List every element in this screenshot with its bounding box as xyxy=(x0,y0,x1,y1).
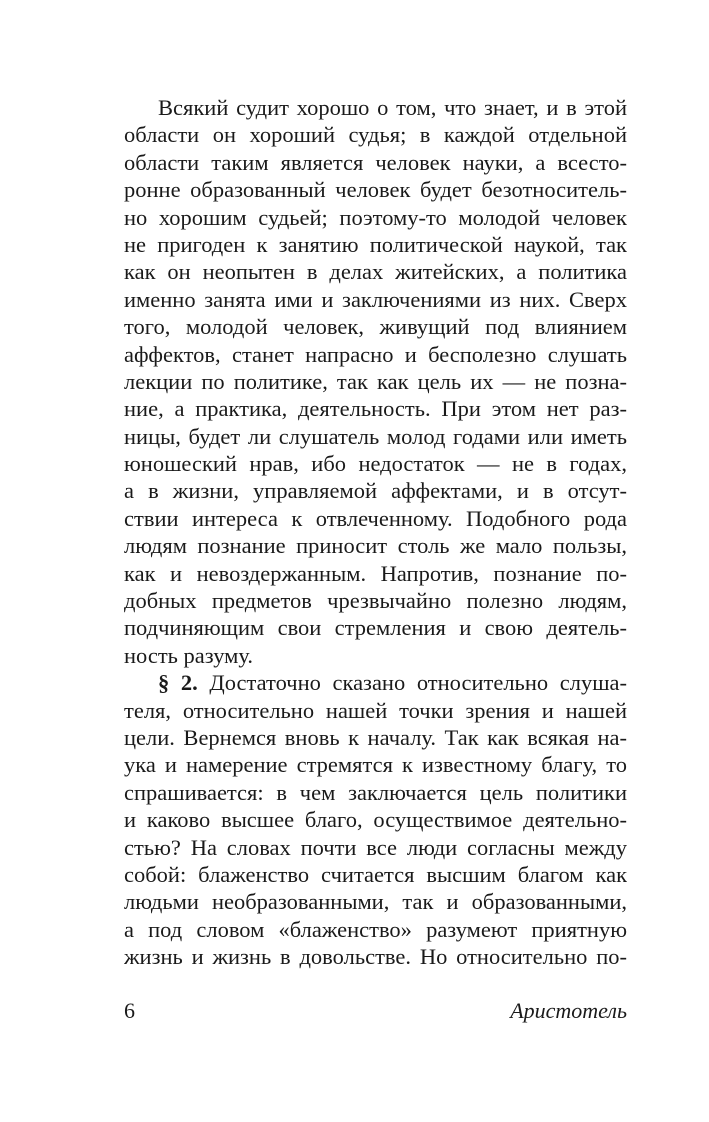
text-line: ницы, будет ли слушатель молод годами или иметь xyxy=(124,423,627,449)
text-line: добных предметов чрезвычайно полезно людям, xyxy=(124,588,627,614)
text-line: теля, относительно нашей точки зрения и нашей xyxy=(124,697,627,723)
section-mark: § 2. xyxy=(158,670,198,696)
page-footer xyxy=(124,997,627,1025)
text-line: собой: блаженство считается высшим благом как xyxy=(124,861,627,887)
text-line: а под словом «блаженство» разумеют приятную xyxy=(124,916,627,942)
text-line: ние, а практика, деятельность. При этом нет раз- xyxy=(124,396,627,422)
text-line: того, молодой человек, живущий под влиянием xyxy=(124,314,627,340)
body-text xyxy=(124,94,627,971)
text-line: людям познание приносит столь же мало пользы, xyxy=(124,533,627,559)
section-first-line-text: Достаточно сказано относительно слуша- xyxy=(197,670,627,696)
text-line: ука и намерение стремятся к известному благу, то xyxy=(124,752,627,778)
text-line: подчиняющим свои стремления и свою деятель- xyxy=(124,615,627,641)
page-number: 6 xyxy=(124,998,135,1023)
text-line: области он хороший судья; в каждой отдельной xyxy=(124,122,627,148)
running-title: Аристотель xyxy=(510,998,627,1023)
text-line: а в жизни, управляемой аффектами, и в отсут- xyxy=(124,478,627,504)
text-line: именно занята ими и заключениями из них. Сверх xyxy=(124,286,627,312)
text-line: аффектов, станет напрасно и бесполезно слушать xyxy=(124,341,627,367)
text-line: и каково высшее благо, осуществимое деятельно- xyxy=(124,807,627,833)
text-line: лекции по политике, так как цель их — не позна- xyxy=(124,368,627,394)
text-line: ность разуму. xyxy=(124,642,254,668)
text-line: ронне образованный человек будет безотноситель- xyxy=(124,177,627,203)
section-first-line xyxy=(124,669,627,696)
text-line: юношеский нрав, ибо недостаток — не в годах, xyxy=(124,451,627,477)
text-line: Всякий судит хорошо о том, что знает, и в этой xyxy=(158,95,627,120)
text-line: как он неопытен в делах житейских, а политика xyxy=(124,259,627,285)
text-line: как и невоздержанным. Напротив, познание по- xyxy=(124,560,627,586)
text-line: цели. Вернемся вновь к началу. Так как всякая на- xyxy=(124,724,627,750)
text-line: жизнь и жизнь в довольстве. Но относительно по- xyxy=(124,944,627,970)
text-line: не пригоден к занятию политической наукой, так xyxy=(124,231,627,257)
text-line: области таким является человек науки, а всесто- xyxy=(124,149,627,175)
text-line: ствии интереса к отвлеченному. Подобного рода xyxy=(124,505,627,531)
text-line: стью? На словах почти все люди согласны между xyxy=(124,834,627,860)
text-line: людьми необразованными, так и образованными, xyxy=(124,889,627,915)
text-line: но хорошим судьей; поэтому-то молодой человек xyxy=(124,204,627,230)
text-line: спрашивается: в чем заключается цель политики xyxy=(124,779,627,805)
